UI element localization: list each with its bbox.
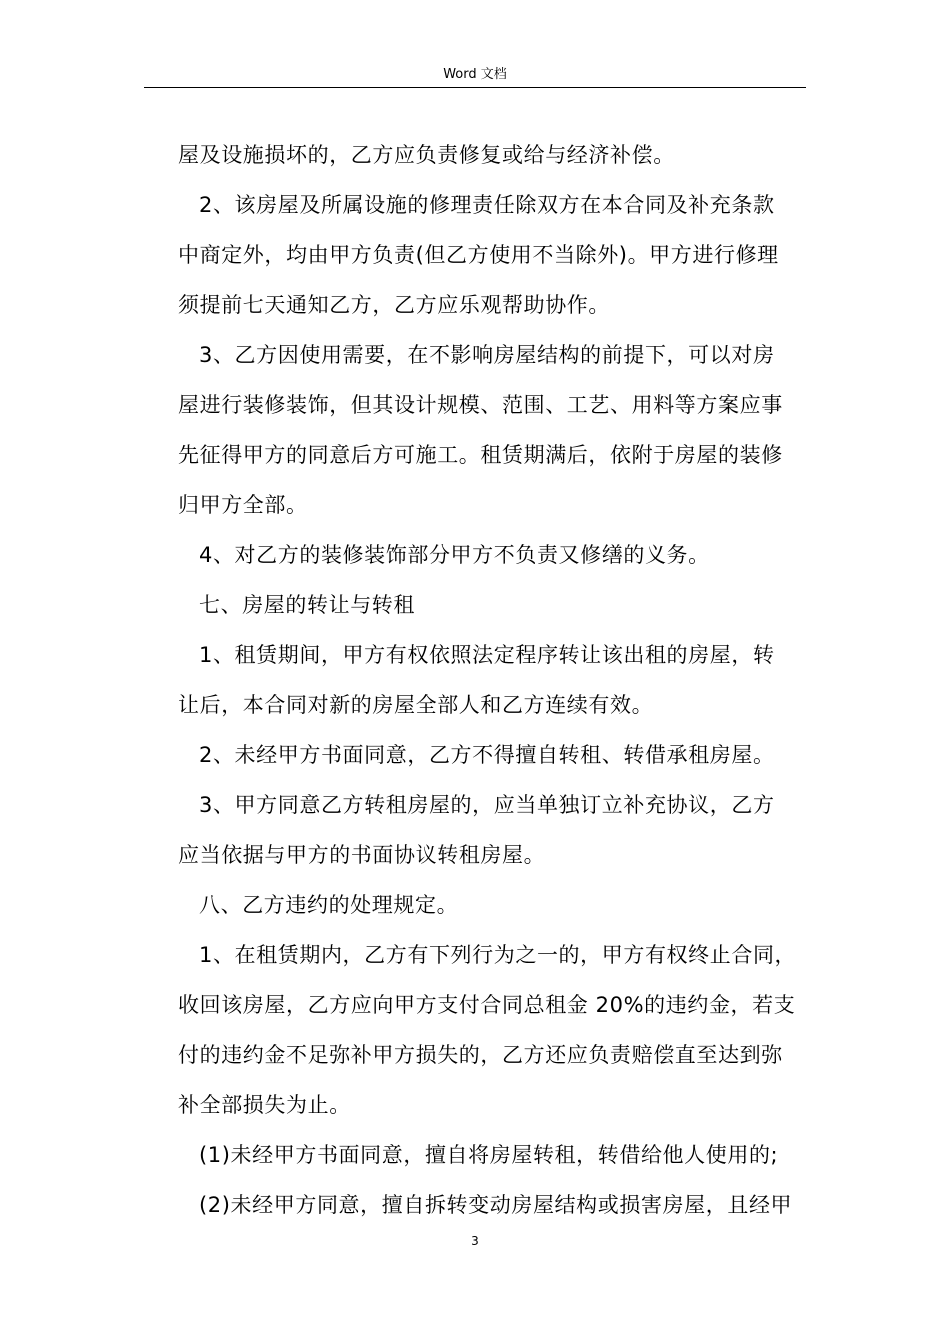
text-line: 补全部损失为止。 (178, 1093, 351, 1117)
text-line: 归甲方全部。 (178, 493, 308, 517)
header-divider (144, 87, 806, 88)
text-line: 屋及设施损坏的，乙方应负责修复或给与经济补偿。 (178, 143, 675, 167)
text-line: 2、该房屋及所属设施的修理责任除双方在本合同及补充条款 (199, 193, 775, 217)
text-line: 收回该房屋，乙方应向甲方支付合同总租金 20%的违约金，若支 (178, 993, 796, 1017)
text-line: 4、对乙方的装修装饰部分甲方不负责又修缮的义务。 (199, 543, 710, 567)
page-header-title: Word 文档 (443, 67, 507, 82)
text-line: 须提前七天通知乙方，乙方应乐观帮助协作。 (178, 293, 610, 317)
text-line: 2、未经甲方书面同意，乙方不得擅自转租、转借承租房屋。 (199, 743, 775, 767)
text-line: 3、乙方因使用需要，在不影响房屋结构的前提下，可以对房 (199, 343, 775, 367)
text-line: 中商定外，均由甲方负责(但乙方使用不当除外)。甲方进行修理 (178, 243, 779, 267)
document-body (178, 130, 808, 1230)
text-line: 七、房屋的转让与转租 (199, 593, 415, 617)
text-line: 付的违约金不足弥补甲方损失的，乙方还应负责赔偿直至达到弥 (178, 1043, 783, 1067)
page-number: 3 (471, 1234, 479, 1248)
text-line: 1、在租赁期内，乙方有下列行为之一的，甲方有权终止合同， (199, 943, 797, 967)
text-line: 先征得甲方的同意后方可施工。租赁期满后，依附于房屋的装修 (178, 443, 783, 467)
text-line: (2)未经甲方同意，擅自拆转变动房屋结构或损害房屋，且经甲 (199, 1193, 793, 1217)
text-line: 3、甲方同意乙方转租房屋的，应当单独订立补充协议，乙方 (199, 793, 775, 817)
text-line: (1)未经甲方书面同意，擅自将房屋转租，转借给他人使用的; (199, 1143, 779, 1167)
text-line: 让后，本合同对新的房屋全部人和乙方连续有效。 (178, 693, 654, 717)
text-line: 屋进行装修装饰，但其设计规模、范围、工艺、用料等方案应事 (178, 393, 783, 417)
text-line: 1、租赁期间，甲方有权依照法定程序转让该出租的房屋，转 (199, 643, 775, 667)
text-line: 八、乙方违约的处理规定。 (199, 893, 459, 917)
text-line: 应当依据与甲方的书面协议转租房屋。 (178, 843, 546, 867)
